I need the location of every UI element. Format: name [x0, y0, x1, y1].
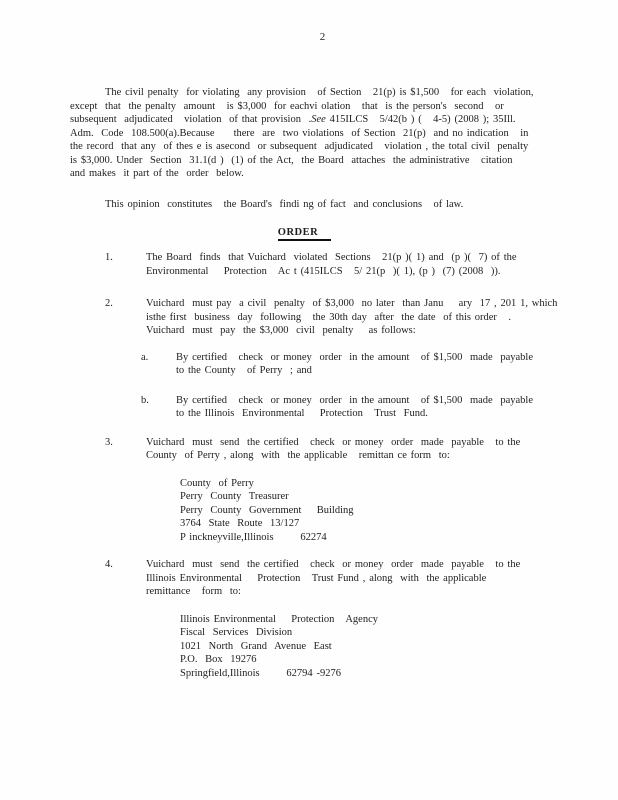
item-letter: b. [141, 394, 149, 406]
text-line: Adm. Code 108.500(a).Because there are two violations of Section 21(p) and no indication in [70, 127, 529, 139]
page-number: 2 [319, 31, 326, 43]
text-line: except that the penalty amount is $3,000 for eachvi olation that is the person's second or [70, 100, 504, 112]
text-line: By certified check or money order in the amount of $1,500 made payable [176, 394, 534, 406]
see-citation-italic: See [311, 114, 326, 125]
address-line: Perry County Government Building [180, 504, 354, 516]
address-line: Springfield,Illinois 62794 -9276 [180, 667, 341, 679]
address-illinois-epa [180, 613, 575, 681]
order-item-3 [70, 436, 575, 463]
address-line: 1021 North Grand Avenue East [180, 640, 332, 652]
item-body [146, 297, 575, 338]
text-line: Illinois Environmental Protection Trust Fund , along with the applicable [146, 572, 487, 584]
text-line: to the County of Perry ; and [176, 365, 312, 376]
text-segment: 415ILCS 5/42(b ) ( 4-5) (2008 ); 35Ill. [325, 114, 516, 125]
item-number: 3. [105, 436, 113, 448]
address-line: Illinois Environmental Protection Agency [180, 613, 378, 625]
text-line: is $3,000. Under Section 31.1(d ) (1) of the Act, the Board attaches the administrative citation [70, 154, 513, 166]
paragraph-opinion [70, 198, 575, 212]
item-number: 4. [105, 559, 113, 570]
item-number: 1. [105, 252, 113, 263]
item-body [176, 351, 575, 378]
text-line: the record that any of thes e is asecond or subsequent adjudicated violation , the total civil penalty [70, 141, 529, 152]
order-heading-label: ORDER [278, 227, 331, 241]
text-line: By certified check or money order in the amount of $1,500 made payable [176, 351, 534, 363]
address-line: P.O. Box 19276 [180, 654, 257, 665]
order-item-1 [70, 251, 575, 278]
item-body [176, 394, 575, 421]
text-line [70, 113, 575, 127]
item-number: 2. [105, 298, 113, 309]
order-item-2 [70, 297, 575, 338]
text-line: Vuichard must send the certified check or money order made payable to the [146, 559, 521, 570]
address-line: County of Perry [180, 477, 254, 489]
address-line: 3764 State Route 13/127 [180, 518, 300, 529]
item-body [146, 558, 575, 599]
order-item-4 [70, 558, 575, 599]
text-line: Vuichard must send the certified check or money order made payable to the [146, 436, 521, 448]
text-line: Vuichard must pay the $3,000 civil penalty as follows: [146, 325, 416, 336]
text-line: The civil penalty for violating any provision of Section 21(p) is $1,500 for each violation, [105, 87, 534, 98]
text-segment: subsequent adjudicated violation of that provision . [70, 114, 312, 125]
item-letter: a. [141, 351, 149, 363]
item-body [146, 436, 575, 463]
text-line: isthe first business day following the 30th day after the date of this order . [146, 311, 512, 323]
order-item-2a [70, 351, 575, 378]
text-line: The Board finds that Vuichard violated Sections 21(p )( 1) and (p )( 7) of the [146, 252, 517, 263]
text-line: to the Illinois Environmental Protection Trust Fund. [176, 408, 428, 419]
order-item-2b [70, 394, 575, 421]
address-line: Fiscal Services Division [180, 627, 293, 638]
order-heading [70, 226, 539, 240]
text-line: and makes it part of the order below. [70, 168, 244, 179]
address-line: P inckneyville,Illinois 62274 [180, 531, 327, 543]
text-line: County of Perry , along with the applicable remittan ce form to: [146, 450, 450, 461]
address-line: Perry County Treasurer [180, 491, 289, 502]
text-line: This opinion constitutes the Board's findi ng of fact and conclusions of law. [105, 198, 464, 210]
text-line: remittance form to: [146, 586, 241, 597]
paragraph-civil-penalty [70, 86, 575, 181]
text-line: Vuichard must pay a civil penalty of $3,000 no later than Janu ary 17 , 201 1, which [146, 298, 558, 309]
text-line: Environmental Protection Ac t (415ILCS 5/ 21(p )( 1), (p ) (7) (2008 )). [146, 265, 501, 277]
address-county-of-perry [180, 477, 575, 545]
item-body [146, 251, 575, 278]
